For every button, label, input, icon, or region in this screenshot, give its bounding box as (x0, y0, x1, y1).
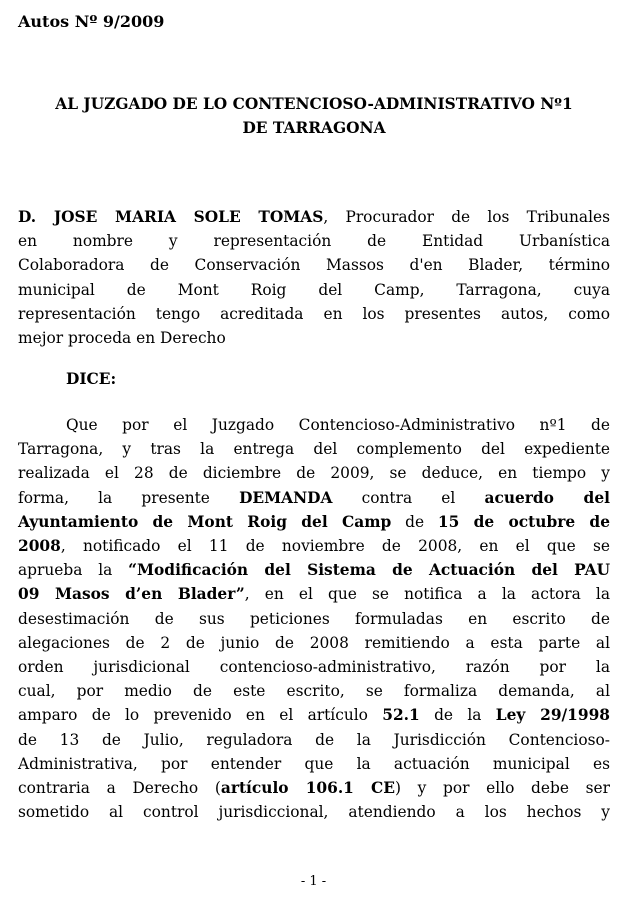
body-line-2: Tarragona, y tras la entrega del complemento del expediente (18, 440, 610, 459)
body-line-12: cual, por medio de este escrito, se formaliza demanda, al (18, 682, 610, 701)
intro-paragraph (18, 205, 610, 350)
body-paragraph (18, 413, 610, 824)
body-line-6: 2008, notificado el 11 de noviembre de 2008, en el que se (18, 537, 610, 556)
court-heading-line-1: AL JUZGADO DE LO CONTENCIOSO-ADMINISTRATIVO Nº1 (55, 95, 573, 113)
court-heading-line-2: DE TARRAGONA (242, 119, 386, 137)
intro-line-5: representación tengo acreditada en los presentes autos, como (18, 304, 610, 323)
modificacion-title: “Modificación del Sistema de Actuación del PAU (128, 561, 610, 580)
court-heading (18, 92, 610, 140)
demanda-term: DEMANDA (239, 488, 333, 507)
dice-heading: DICE: (66, 370, 117, 388)
body-line-4: forma, la presente DEMANDA contra el acuerdo del (18, 488, 610, 507)
intro-line-6: mejor proceda en Derecho (18, 329, 226, 348)
page-number: - 1 - (300, 874, 327, 889)
intro-line-2: en nombre y representación de Entidad Urbanística (18, 232, 610, 251)
intro-line-1: D. JOSE MARIA SOLE TOMAS, Procurador de los Tribunales (18, 208, 611, 226)
body-line-1: Que por el Juzgado Contencioso-Administrativo nº1 de (66, 416, 610, 434)
body-line-10: alegaciones de 2 de junio de 2008 remitiendo a esta parte al (18, 633, 610, 652)
ayuntamiento-name: Ayuntamiento de Mont Roig del Camp (18, 512, 392, 531)
body-line-9: desestimación de sus peticiones formuladas en escrito de (18, 609, 610, 628)
intro-line-4: municipal de Mont Roig del Camp, Tarragona, cuya (18, 280, 610, 299)
body-line-11: orden jurisdicional contencioso-administrativo, razón por la (18, 658, 610, 677)
ley-reference: Ley 29/1998 (495, 706, 610, 725)
body-line-16: contraria a Derecho (artículo 106.1 CE) y por ello debe ser (18, 779, 610, 798)
body-line-13: amparo de lo prevenido en el artículo 52.1 de la Ley 29/1998 (18, 706, 610, 725)
body-line-5: Ayuntamiento de Mont Roig del Camp de 15 de octubre de (18, 512, 610, 531)
case-reference: Autos Nº 9/2009 (18, 12, 165, 31)
body-line-15: Administrativa, por entender que la actuación municipal es (18, 754, 610, 773)
body-line-14: de 13 de Julio, reguladora de la Jurisdicción Contencioso- (18, 730, 610, 749)
intro-line-3: Colaboradora de Conservación Massos d'en Blader, término (18, 256, 610, 275)
body-line-8: 09 Masos d’en Blader”, en el que se notifica a la actora la (18, 585, 610, 604)
body-line-7: aprueba la “Modificación del Sistema de Actuación del PAU (18, 561, 610, 580)
body-line-3: realizada el 28 de diciembre de 2009, se deduce, en tiempo y (18, 464, 610, 483)
procurador-name: D. JOSE MARIA SOLE TOMAS (18, 208, 324, 226)
body-line-17: sometido al control jurisdiccional, atendiendo a los hechos y (18, 803, 610, 822)
articulo-reference: artículo 106.1 CE (220, 779, 395, 798)
